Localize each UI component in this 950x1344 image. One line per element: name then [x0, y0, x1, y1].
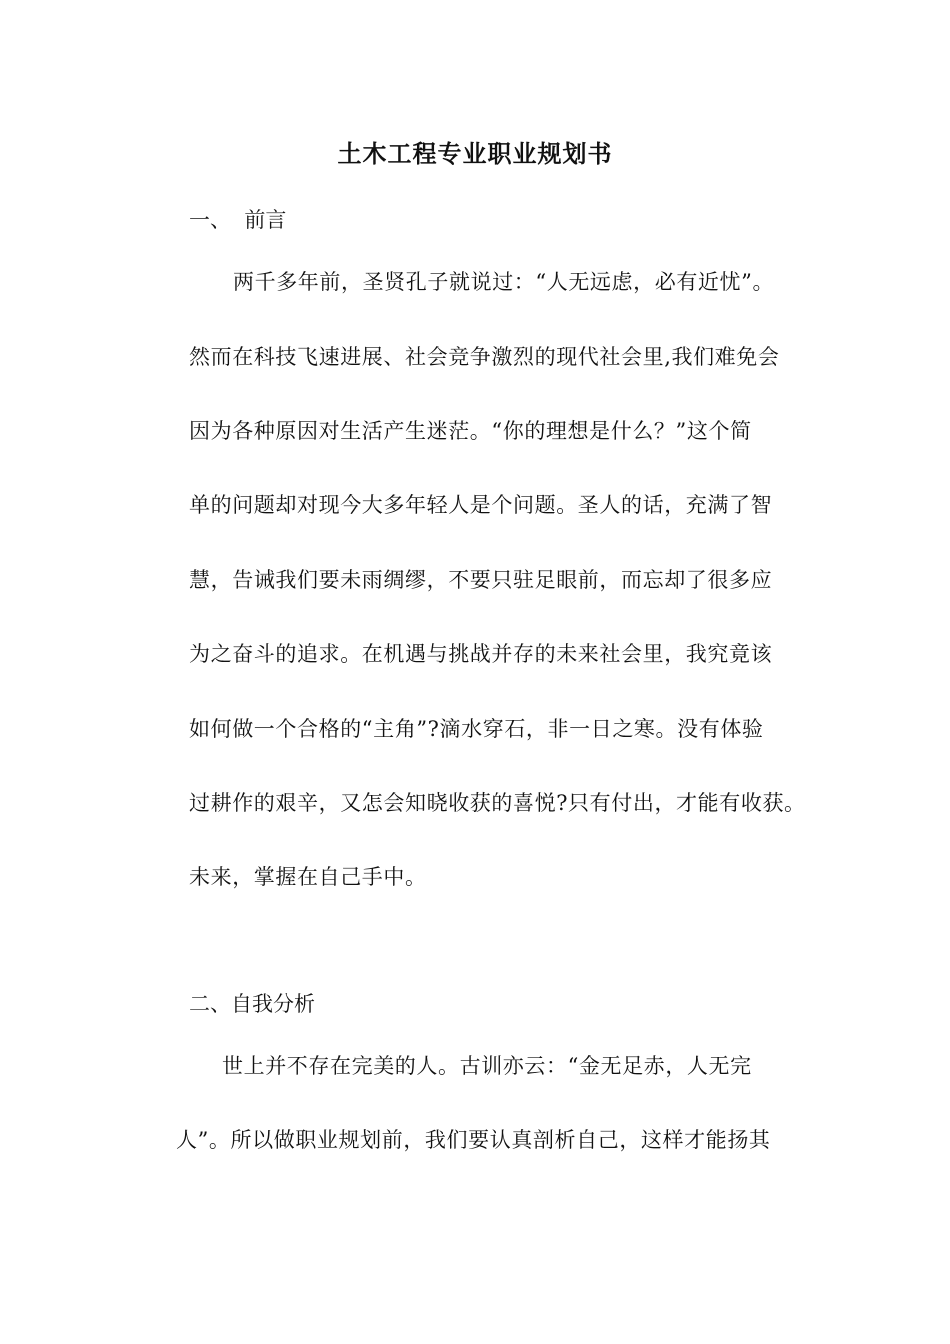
- paragraph-line: 过耕作的艰辛，又怎会知晓收获的喜悦?只有付出，才能有收获。: [189, 791, 806, 815]
- section-heading-preface: 一、 前言: [189, 208, 287, 232]
- paragraph-line: 两千多年前，圣贤孔子就说过：“人无远虑，必有近忧”。: [233, 270, 775, 294]
- paragraph-line: 因为各种原因对生活产生迷茫。“你的理想是什么？”这个简: [189, 419, 752, 443]
- paragraph-line: 慧，告诫我们要未雨绸缪，不要只驻足眼前，而忘却了很多应: [189, 568, 773, 592]
- paragraph-line: 单的问题却对现今大多年轻人是个问题。圣人的话，充满了智: [189, 493, 773, 517]
- paragraph-line: 未来，掌握在自己手中。: [189, 865, 427, 889]
- paragraph-line: 为之奋斗的追求。在机遇与挑战并存的未来社会里，我究竟该: [189, 642, 773, 666]
- section-heading-self-analysis: 二、自我分析: [189, 992, 315, 1016]
- paragraph-line: 如何做一个合格的“主角”?滴水穿石，非一日之寒。没有体验: [189, 717, 764, 741]
- paragraph-line: 世上并不存在完美的人。古训亦云：“金无足赤，人无完: [222, 1054, 752, 1078]
- paragraph-line: 然而在科技飞速进展、社会竞争激烈的现代社会里,我们难免会: [189, 345, 780, 369]
- paragraph-line: 人”。所以做职业规划前，我们要认真剖析自己，这样才能扬其: [176, 1128, 771, 1152]
- document-title: 土木工程专业职业规划书: [337, 139, 613, 168]
